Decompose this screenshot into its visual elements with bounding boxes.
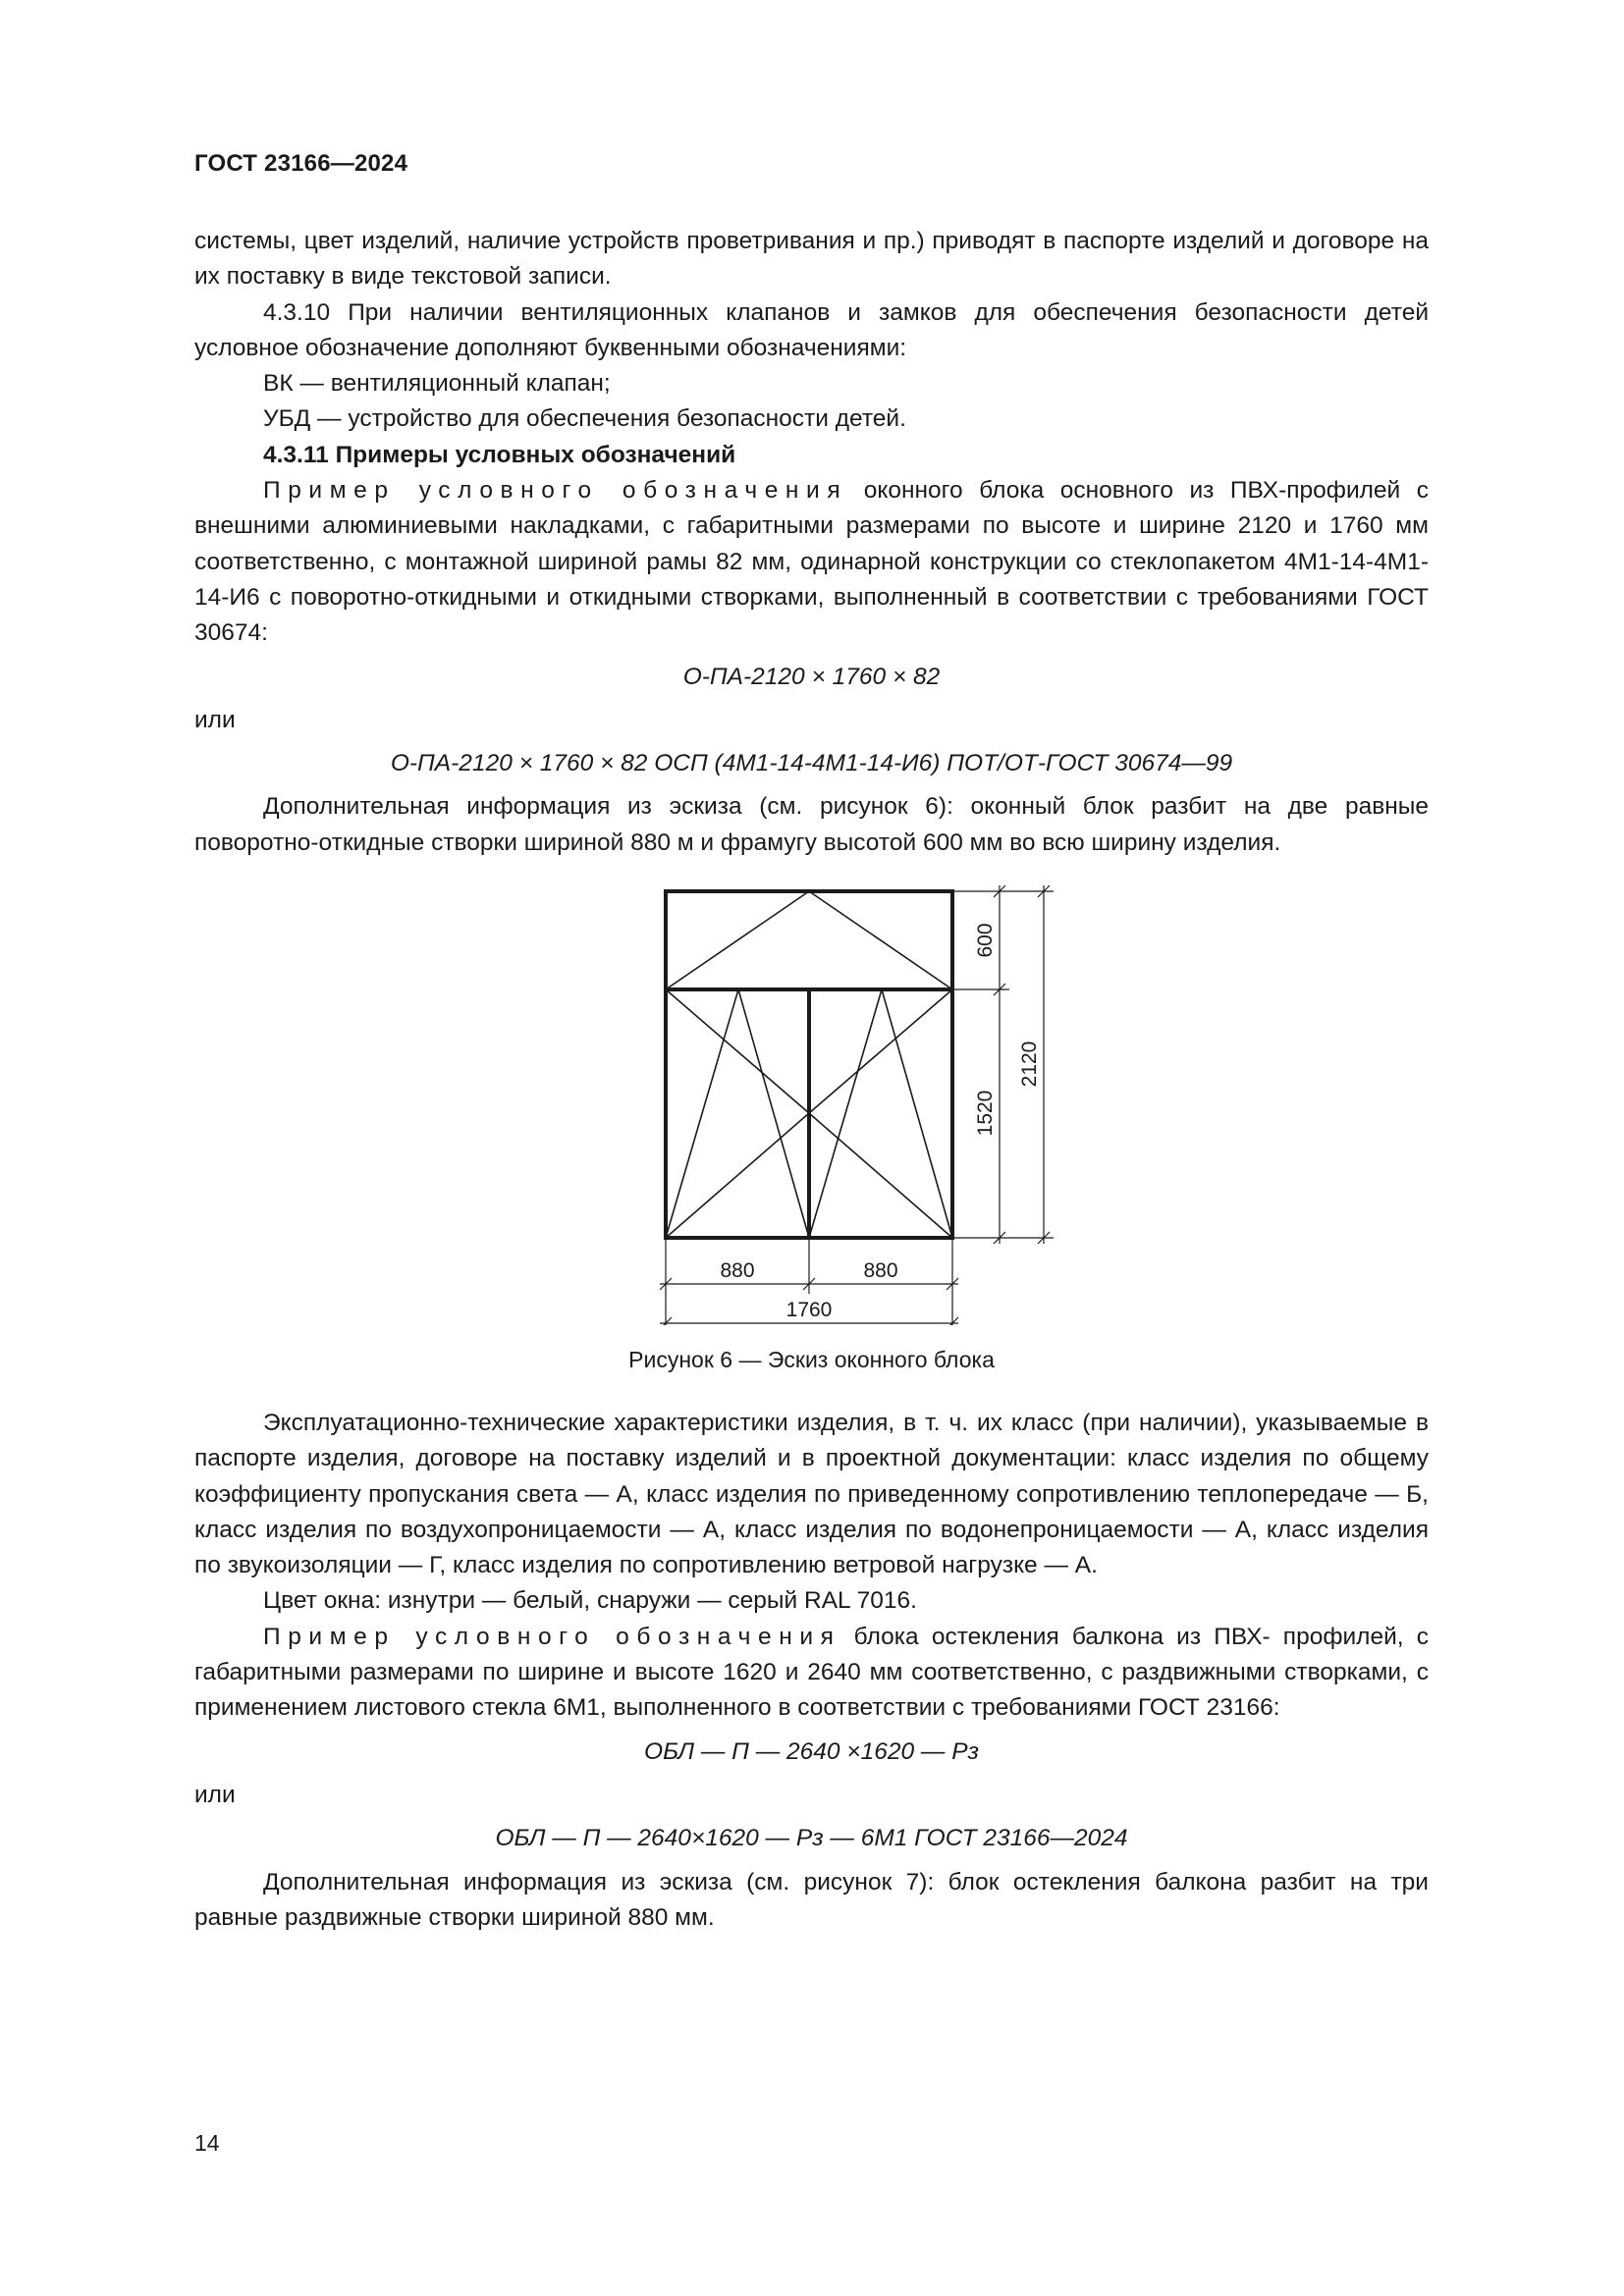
example-1-paragraph <box>194 473 1429 651</box>
dim-label-880-right: 880 <box>863 1259 898 1282</box>
text-block-bottom <box>194 1406 1429 1936</box>
list-item-ubd: УБД — устройство для обеспечения безопасности детей. <box>263 405 906 433</box>
dim-label-1760: 1760 <box>785 1299 833 1321</box>
paragraph-specs: Эксплуатационно-технические характеристики изделия, в т. ч. их класс (при наличии), указываемые в паспорте изделия, договоре на поставку изделий и в проектной документации: класс изделия по общему коэффициенту пропускания света — А, класс изделия по приведенному сопротивлению теплопередаче — Б, класс изделия по воздухопроницаемости — А, класс изделия по водонепроницаемости — А, класс изделия по звукоизоляции — Г, класс изделия по сопротивлению ветровой нагрузке — А. <box>194 1410 1429 1579</box>
formula-1: О-ПА-2120 × 1760 × 82 <box>682 663 941 690</box>
list-item-vk: ВК — вентиляционный клапан; <box>263 370 611 398</box>
paragraph-color: Цвет окна: изнутри — белый, снаружи — серый RAL 7016. <box>263 1587 917 1615</box>
example-2-text: блока остекления балкона из ПВХ- профилей, с габаритными размерами по ширине и высоте 1620 и 2640 мм соответственно, с раздвижными створками, с применением листового стекла 6М1, выполненного в соответствии с требованиями ГОСТ 23166: <box>194 1623 1429 1722</box>
example-1-text: оконного блока основного из ПВХ-профилей с внешними алюминиевыми накладками, с габаритными размерами по высоте и ширине 2120 и 1760 мм соответственно, с монтажной шириной рамы 82 мм, одинарной конструкции со стеклопакетом 4М1-14-4М1-14-И6 с поворотно-откидными и откидными створками, выполненный в соответствии с требованиями ГОСТ 30674: <box>194 477 1430 647</box>
left-sash-tilt-line-a <box>666 989 738 1238</box>
example-2-paragraph <box>194 1620 1429 1727</box>
text-block-top <box>194 224 1429 861</box>
left-sash-turn-line-b <box>666 1113 809 1238</box>
dim-label-1520: 1520 <box>974 1090 997 1137</box>
right-sash-turn-line-a <box>809 989 952 1113</box>
figure-6-caption: Рисунок 6 — Эскиз оконного блока <box>628 1347 995 1372</box>
page-number: 14 <box>194 2130 220 2156</box>
right-sash-turn-line-b <box>809 1113 952 1238</box>
document-header: ГОСТ 23166—2024 <box>194 150 408 177</box>
window-sketch-drawing <box>619 864 1080 1325</box>
formula-2: О-ПА-2120 × 1760 × 82 ОСП (4М1-14-4М1-14-И6) ПОТ/ОТ-ГОСТ 30674—99 <box>390 750 1233 777</box>
left-sash-tilt-line-b <box>738 989 809 1238</box>
dim-label-600: 600 <box>974 923 997 958</box>
paragraph-sketch-7: Дополнительная информация из эскиза (см. рисунок 7): блок остекления балкона разбит на три равные раздвижные створки шириной 880 мм. <box>194 1868 1429 1931</box>
left-sash-turn-line-a <box>666 989 809 1113</box>
transom-opening-line-right <box>809 891 952 989</box>
formula-4: ОБЛ — П — 2640×1620 — Рз — 6М1 ГОСТ 23166—2024 <box>495 1825 1128 1852</box>
dim-label-2120: 2120 <box>1018 1041 1041 1088</box>
formula-3: ОБЛ — П — 2640 ×1620 — Рз <box>644 1737 979 1765</box>
example-2-lead: Пример условного обозначения <box>263 1623 841 1650</box>
right-sash-tilt-line-a <box>809 989 882 1238</box>
dim-label-880-left: 880 <box>720 1259 755 1282</box>
transom-opening-line-left <box>666 891 809 989</box>
section-heading-4-3-11: 4.3.11 Примеры условных обозначений <box>263 441 736 468</box>
paragraph-4-3-10: 4.3.10 При наличии вентиляционных клапанов и замков для обеспечения безопасности детей условное обозначение дополняют буквенными обозначениями: <box>194 298 1429 361</box>
or-word-2: или <box>194 1781 236 1808</box>
example-1-lead: Пример условного обозначения <box>263 477 848 505</box>
or-word-1: или <box>194 706 236 733</box>
figure-6-window-sketch <box>619 864 1080 1325</box>
paragraph-sketch-6: Дополнительная информация из эскиза (см. рисунок 6): оконный блок разбит на две равные поворотно-откидные створки шириной 880 м и фрамугу высотой 600 мм во всю ширину изделия. <box>194 793 1429 856</box>
paragraph-continuation: системы, цвет изделий, наличие устройств проветривания и пр.) приводят в паспорте изделий и договоре на их поставку в виде текстовой записи. <box>194 228 1429 291</box>
right-sash-tilt-line-b <box>882 989 952 1238</box>
